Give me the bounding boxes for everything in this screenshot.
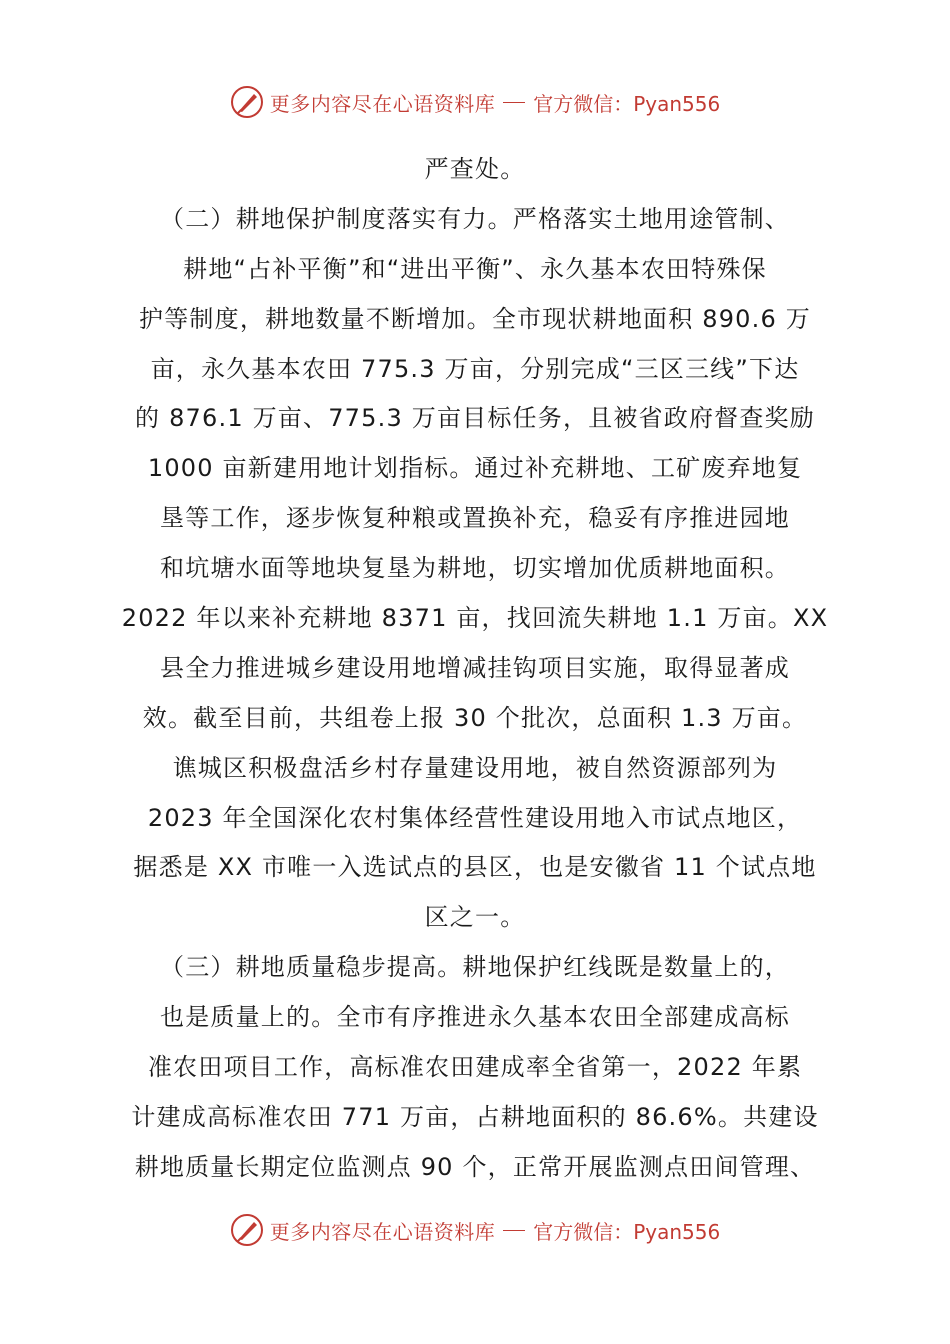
body-line: 2023 年全国深化农村集体经营性建设用地入市试点地区， xyxy=(147,803,803,832)
watermark-text: 更多内容尽在心语资料库 xyxy=(269,1219,496,1244)
watermark-text: 更多内容尽在心语资料库 xyxy=(269,91,496,116)
watermark-label: 官方微信：Pyan556 xyxy=(533,1219,721,1244)
body-line: 和坑塘水面等地块复垦为耕地，切实增加优质耕地面积。 xyxy=(160,554,790,583)
body-line: 准农田项目工作，高标准农田建成率全省第一，2022 年累 xyxy=(147,1053,803,1082)
watermark-header xyxy=(0,80,950,124)
body-line: 耕地“占补平衡”和“进出平衡”、永久基本农田特殊保 xyxy=(183,254,767,283)
body-line: 1000 亩新建用地计划指标。通过补充耕地、工矿废弃地复 xyxy=(147,454,803,483)
document-body xyxy=(0,145,950,1193)
body-line: （二）耕地保护制度落实有力。严格落实土地用途管制、 xyxy=(160,204,790,233)
body-line: 2022 年以来补充耕地 8371 亩，找回流失耕地 1.1 万亩。XX xyxy=(121,604,829,633)
body-line: 谯城区积极盘活乡村存量建设用地，被自然资源部列为 xyxy=(172,753,778,782)
quill-logo-icon xyxy=(230,85,264,119)
body-line: 也是质量上的。全市有序推进永久基本农田全部建成高标 xyxy=(160,1003,790,1032)
body-line: 护等制度，耕地数量不断增加。全市现状耕地面积 890.6 万 xyxy=(139,304,811,333)
body-line: 计建成高标准农田 771 万亩，占耕地面积的 86.6%。共建设 xyxy=(131,1102,819,1131)
body-line: 区之一。 xyxy=(424,903,526,932)
body-line: 的 876.1 万亩、775.3 万亩目标任务，且被省政府督查奖励 xyxy=(135,404,815,433)
body-line: 亩，永久基本农田 775.3 万亩，分别完成“三区三线”下达 xyxy=(150,354,800,383)
body-line: 耕地质量长期定位监测点 90 个，正常开展监测点田间管理、 xyxy=(134,1152,816,1181)
body-line: 县全力推进城乡建设用地增减挂钩项目实施，取得显著成 xyxy=(160,653,790,682)
watermark-separator xyxy=(503,1230,525,1231)
watermark-separator xyxy=(503,102,525,103)
body-line: 垦等工作，逐步恢复种粮或置换补充，稳妥有序推进园地 xyxy=(160,504,790,533)
body-line: 据悉是 XX 市唯一入选试点的县区，也是安徽省 11 个试点地 xyxy=(133,853,817,882)
body-line: 严查处。 xyxy=(424,155,526,183)
body-line: （三）耕地质量稳步提高。耕地保护红线既是数量上的， xyxy=(160,953,790,982)
quill-logo-icon xyxy=(230,1213,264,1247)
body-line: 效。截至目前，共组卷上报 30 个批次，总面积 1.3 万亩。 xyxy=(142,703,808,732)
watermark-footer xyxy=(0,1208,950,1252)
watermark-label: 官方微信：Pyan556 xyxy=(533,91,721,116)
